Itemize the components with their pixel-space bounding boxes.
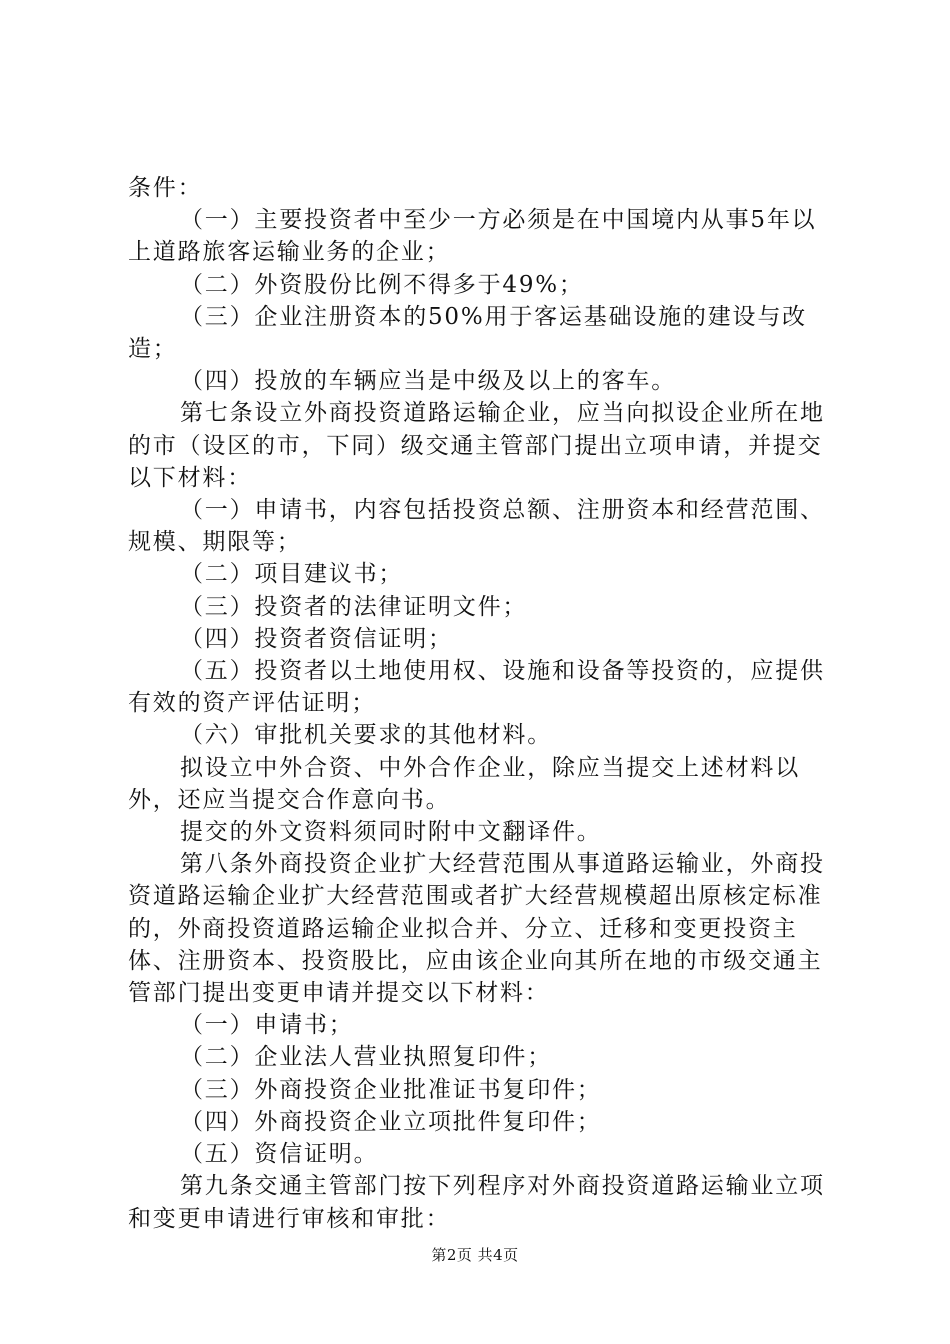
page-number-footer: 第2页 共4页 [431, 1246, 519, 1264]
paragraph: （四）投放的车辆应当是中级及以上的客车。 [180, 368, 676, 395]
paragraph: （三）外商投资企业批准证书复印件； [180, 1076, 602, 1103]
document-body [128, 172, 840, 1235]
paragraph: （四）投资者资信证明； [180, 625, 453, 652]
paragraph: 第七条设立外商投资道路运输企业，应当向拟设企业所在地的市（设区的市，下同）级交通主管部门提出立项申请，并提交以下材料： [128, 400, 825, 491]
paragraph: 第八条外商投资企业扩大经营范围从事道路运输业，外商投资道路运输企业扩大经营范围或者扩大经营规模超出原核定标准的，外商投资道路运输企业拟合并、分立、迁移和变更投资主体、注册资本、投资股比，应由该企业向其所在地的市级交通主管部门提出变更申请并提交以下材料： [128, 851, 825, 1007]
paragraph: 第九条交通主管部门按下列程序对外商投资道路运输业立项和变更申请进行审核和审批： [128, 1173, 825, 1232]
paragraph: （一）主要投资者中至少一方必须是在中国境内从事5年以上道路旅客运输业务的企业； [128, 207, 817, 266]
paragraph: 提交的外文资料须同时附中文翻译件。 [180, 819, 602, 846]
paragraph: （三）企业注册资本的50%用于客运基础设施的建设与改造； [128, 303, 807, 363]
paragraph: （六）审批机关要求的其他材料。 [180, 722, 552, 749]
paragraph: （二）项目建议书； [180, 561, 404, 588]
paragraph: （四）外商投资企业立项批件复印件； [180, 1108, 602, 1135]
paragraph: （一）申请书； [180, 1012, 354, 1039]
paragraph: 条件： [128, 175, 203, 201]
paragraph: 拟设立中外合资、中外合作企业，除应当提交上述材料以外，还应当提交合作意向书。 [128, 754, 800, 813]
paragraph: （一）申请书，内容包括投资总额、注册资本和经营范围、规模、期限等； [128, 497, 825, 556]
paragraph: （二）企业法人营业执照复印件； [180, 1044, 552, 1071]
paragraph: （三）投资者的法律证明文件； [180, 593, 528, 620]
paragraph: （二）外资股份比例不得多于49%； [180, 271, 584, 298]
paragraph: （五）投资者以土地使用权、设施和设备等投资的，应提供有效的资产评估证明； [128, 658, 825, 717]
paragraph: （五）资信证明。 [180, 1141, 379, 1168]
